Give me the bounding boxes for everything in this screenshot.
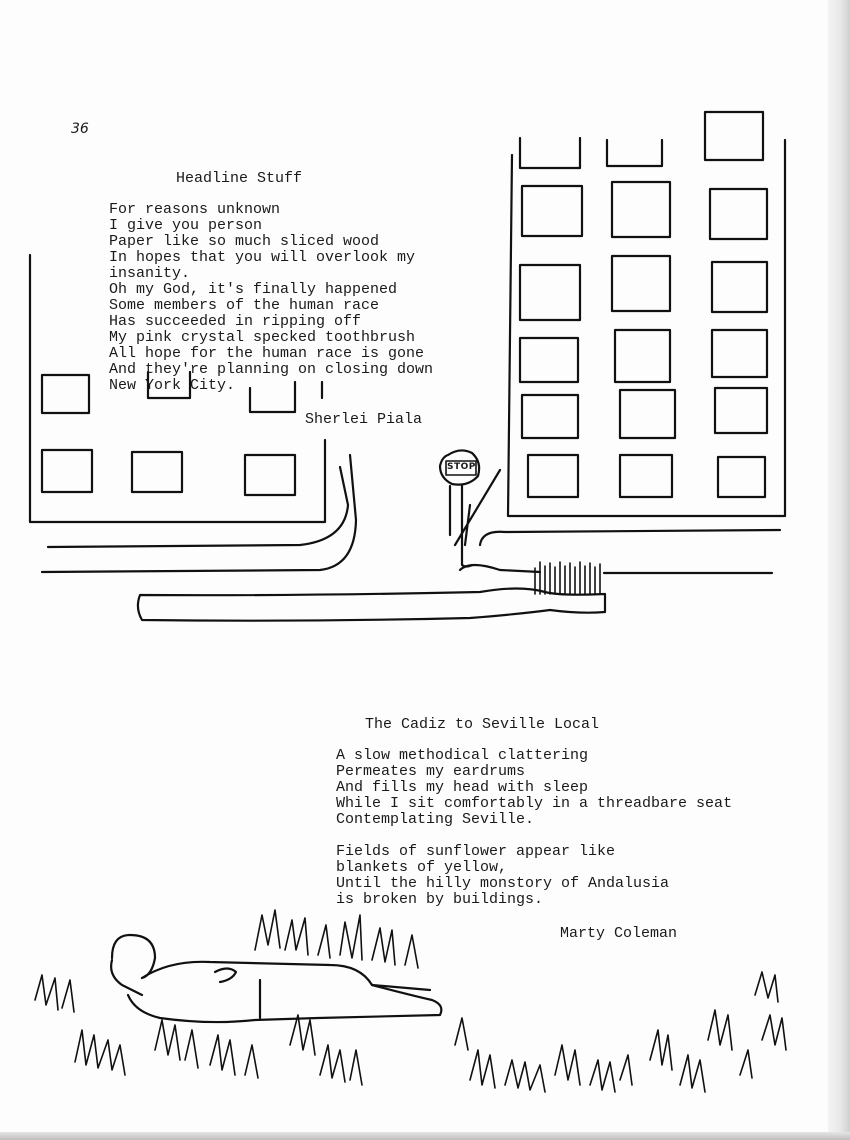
poem-line: I give you person <box>109 217 263 234</box>
poem-line: All hope for the human race is gone <box>109 345 425 362</box>
poem-line: Has succeeded in ripping off <box>109 313 362 330</box>
poem-line: Until the hilly monstory of Andalusia <box>336 875 670 892</box>
poem-author-marty-coleman: Marty Coleman <box>560 925 678 942</box>
poem-line: Paper like so much sliced wood <box>109 233 380 250</box>
poem-stanza-1 <box>336 748 732 828</box>
poem-title-headline-stuff: Headline Stuff <box>176 170 303 187</box>
poem-line: Contemplating Seville. <box>336 811 535 828</box>
poem-author-sherlei-piala: Sherlei Piala <box>305 411 423 428</box>
poem-line: Fields of sunflower appear like <box>336 843 616 860</box>
poem-line: Oh my God, it's finally happened <box>109 281 398 298</box>
poem-line: Permeates my eardrums <box>336 763 526 780</box>
poem-line: In hopes that you will overlook my <box>109 249 416 266</box>
poem-body-headline-stuff <box>109 202 433 394</box>
poem-title-cadiz-seville: The Cadiz to Seville Local <box>365 716 600 733</box>
poem-line: is broken by buildings. <box>336 891 544 908</box>
poem-line: New York City. <box>109 377 236 394</box>
poem-line: My pink crystal specked toothbrush <box>109 329 416 346</box>
poem-line: For reasons unknown <box>109 201 281 218</box>
stop-sign-label: STOP <box>447 462 476 472</box>
poem-line: And they're planning on closing down <box>109 361 434 378</box>
poem-line: While I sit comfortably in a threadbare seat <box>336 795 733 812</box>
poem-line: blankets of yellow, <box>336 859 508 876</box>
street-drawing <box>42 455 780 573</box>
poem-line: Some members of the human race <box>109 297 380 314</box>
poem-line: A slow methodical clattering <box>336 747 589 764</box>
poem-stanza-2 <box>336 844 669 908</box>
poem-line: And fills my head with sleep <box>336 779 589 796</box>
reclining-figure-drawing <box>111 935 441 1022</box>
right-building-drawing <box>508 112 785 516</box>
poem-line: insanity. <box>109 265 191 282</box>
page-number: 36 <box>71 121 89 137</box>
